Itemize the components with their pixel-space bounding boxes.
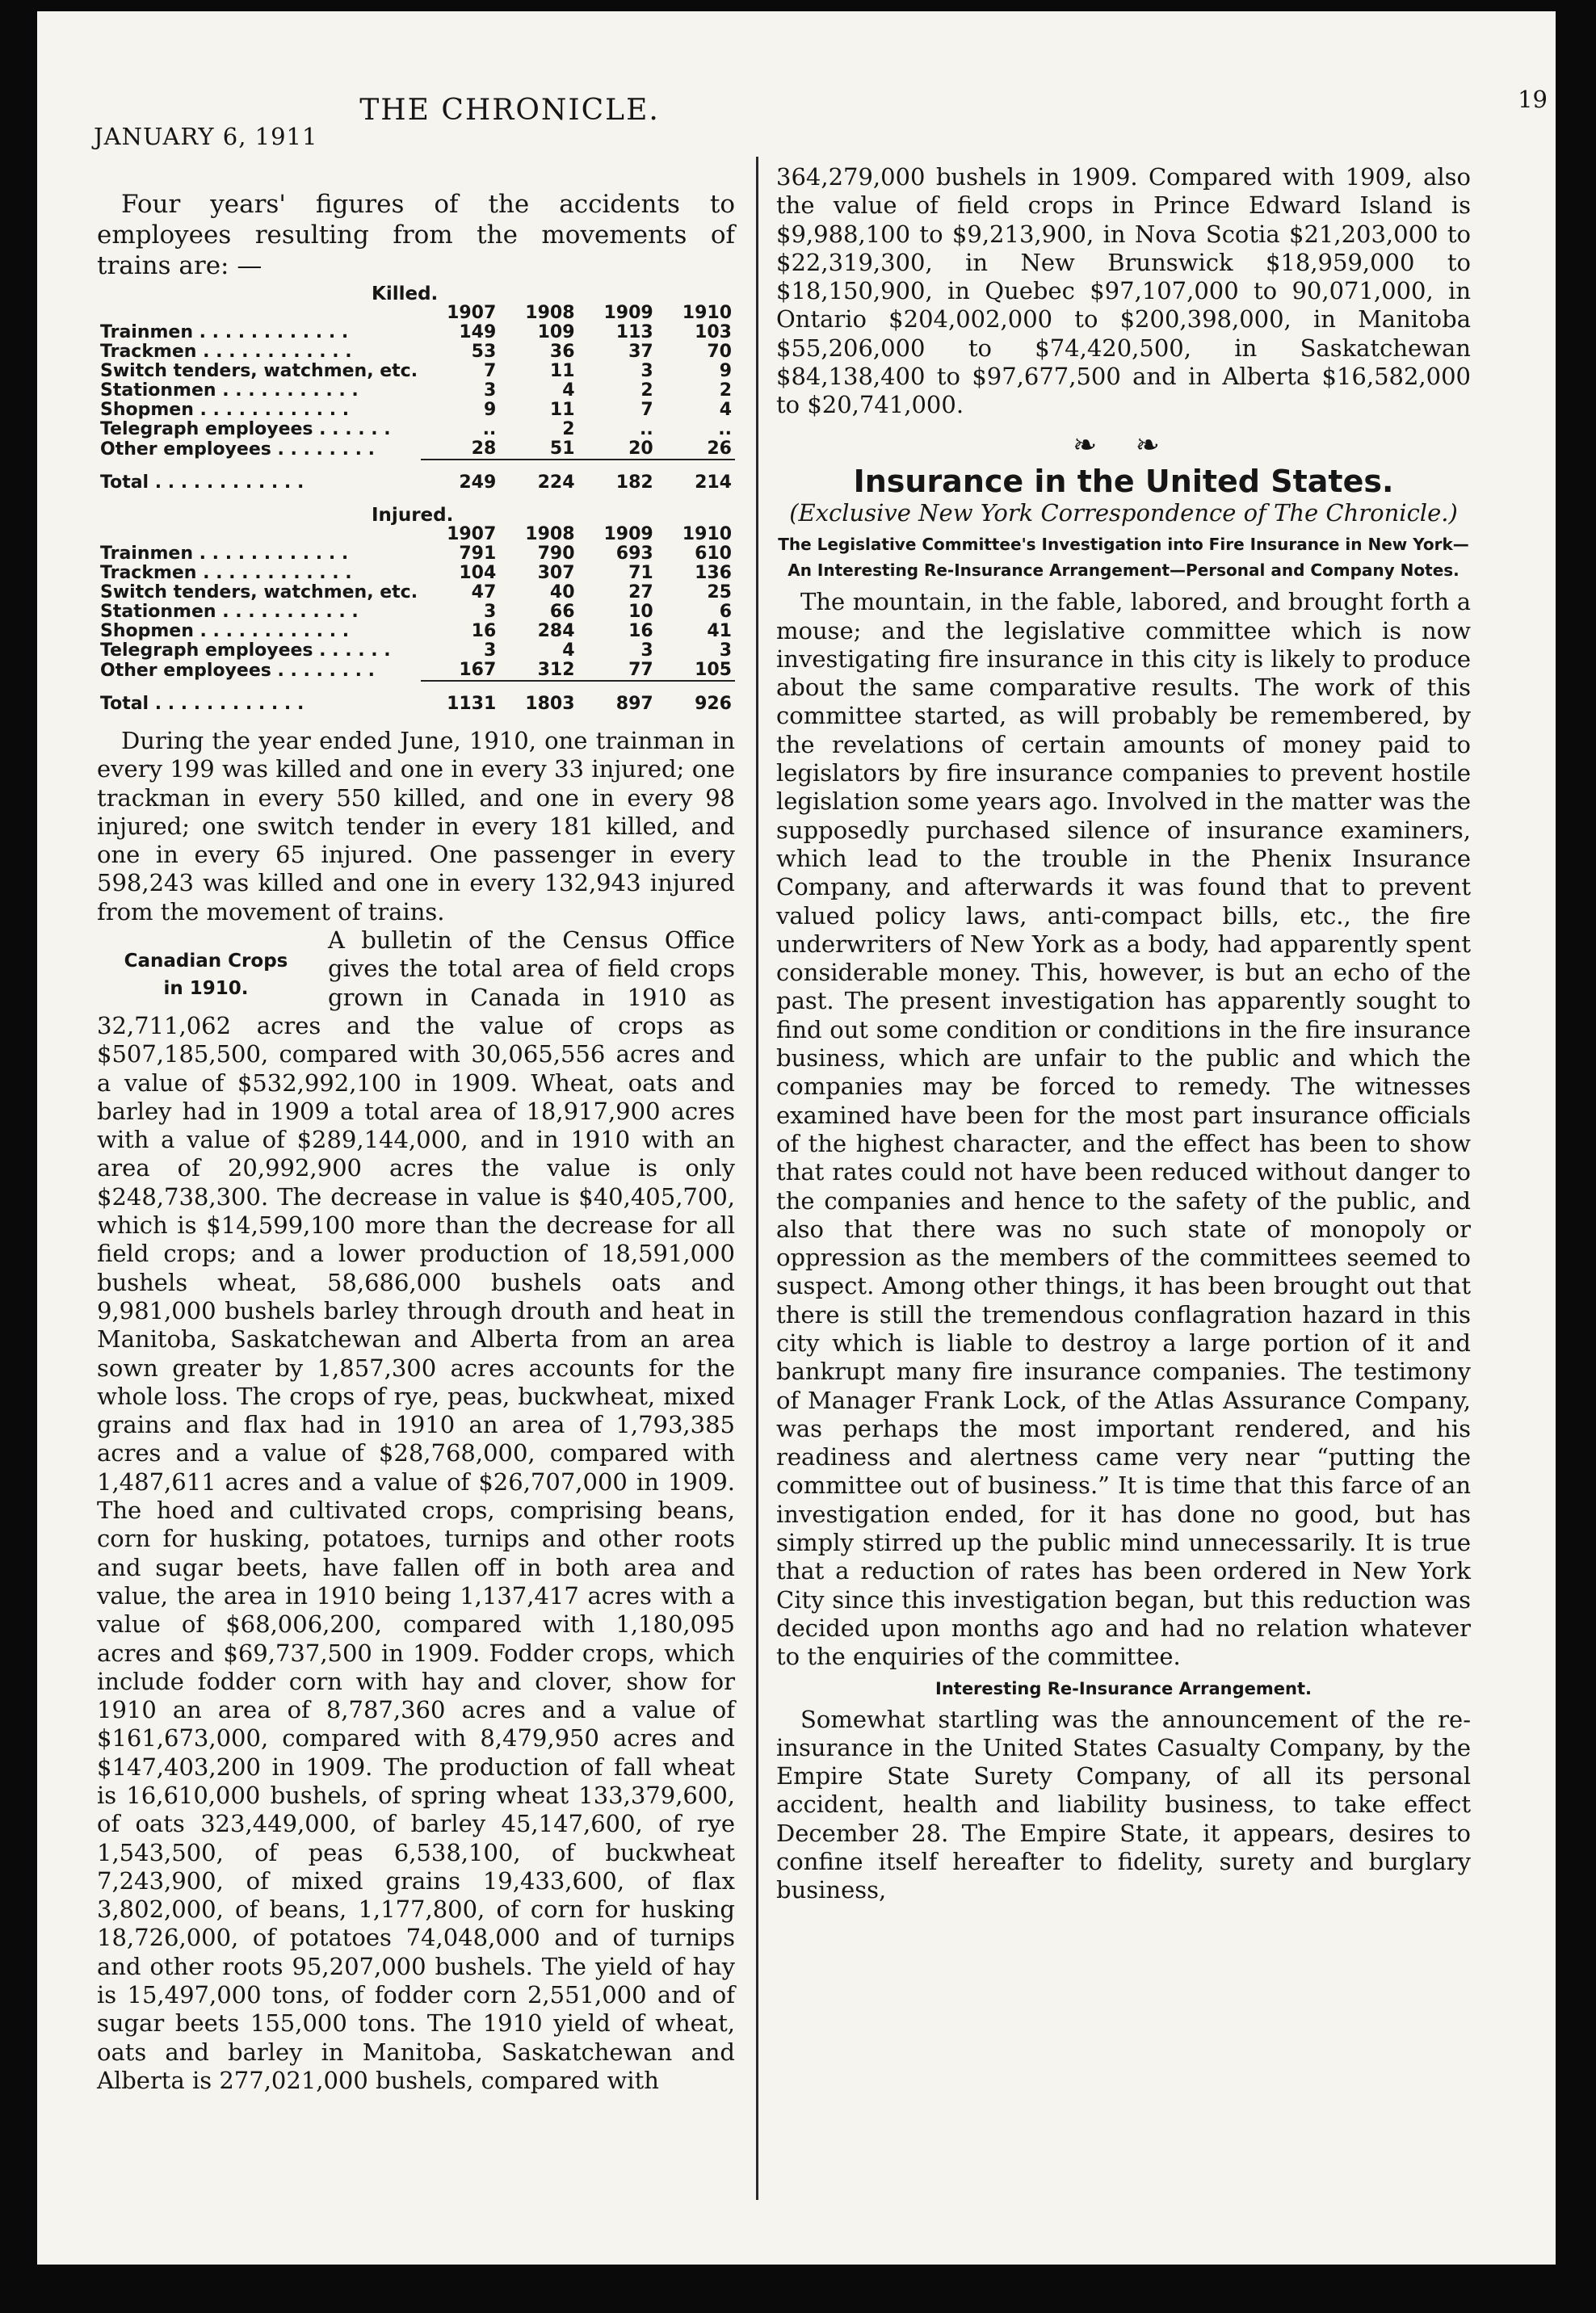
canadian-crops-section [97,926,735,2095]
table-cell: 9 [483,400,497,420]
publication-title: THE CHRONICLE. [359,94,660,127]
table-cell: 2 [719,380,732,401]
table-row [97,661,735,681]
table-cell: 4 [719,400,732,420]
table-cell: 790 [537,544,575,564]
table-cell: 47 [471,582,497,602]
newspaper-page [37,11,1556,2265]
row-label: Switch tenders, watchmen, etc. [100,361,418,381]
killed-table [97,284,735,506]
table-cell: 37 [628,342,653,362]
reinsurance-subhead: Interesting Re-Insurance Arrangement. [935,1678,1312,1698]
table-cell: 25 [707,582,732,602]
table-cell: 71 [628,563,653,583]
table-cell: 4 [562,380,575,401]
row-label: Shopmen . . . . . . . . . . . . [100,621,350,641]
table-cell: 3 [640,640,653,661]
year-cell: 1907 [447,524,497,544]
table-cell: 136 [695,563,732,583]
table-cell: 610 [695,544,732,564]
table-cell: 167 [459,660,497,680]
table-cell: 20 [628,439,653,459]
table-row [97,622,735,641]
table-cell: 66 [549,602,575,622]
table-cell: 113 [615,322,653,342]
table-row [97,420,735,439]
row-label: Shopmen . . . . . . . . . . . . [100,400,350,420]
table-row [97,401,735,420]
table-row [97,342,735,362]
total-cell: 249 [421,460,499,506]
row-label: Stationmen . . . . . . . . . . . [100,602,359,622]
table-cell: 3 [483,602,497,622]
row-label: Telegraph employees . . . . . . [100,640,391,661]
table-cell: 53 [471,342,497,362]
injured-heading: Injured. [372,505,454,526]
killed-rows [97,323,735,460]
table-cell: 3 [640,361,653,381]
column-divider [756,157,758,2200]
total-cell: 1803 [499,681,578,727]
table-cell: 11 [549,400,575,420]
year-cell: 1908 [525,524,575,544]
table-cell: 41 [707,621,732,641]
table-cell: 10 [628,602,653,622]
injured-year-header [97,525,735,544]
table-cell: 2 [562,419,575,439]
table-cell: 105 [695,660,732,680]
right-column [776,163,1471,1905]
year-cell: 1909 [603,524,653,544]
table-cell: 6 [719,602,732,622]
table-cell: 307 [537,563,575,583]
left-column [97,189,735,2095]
issue-date: JANUARY 6, 1911 [94,123,318,150]
year-cell: 1909 [603,303,653,323]
table-cell: 26 [707,439,732,459]
total-cell: 1131 [421,681,499,727]
table-cell: 109 [537,322,575,342]
table-cell: 149 [459,322,497,342]
table-cell: 16 [628,621,653,641]
injured-total-row [97,681,735,727]
table-row [97,362,735,381]
year-cell: 1910 [682,524,732,544]
table-row [97,323,735,342]
table-cell: 7 [483,361,497,381]
table-cell: 693 [615,544,653,564]
canadian-crops-text: A bulletin of the Census Office gives the total area of field crops grown in Canada in 1910 as 32,711,062 acres and the value of crops as $507,185,500, compared with 30,065,556 acres and a value of $532,992,100 in 1909. Wheat, oats and barley had in 1909 a total area of 18,917,900 acres with a value of $289,144,000, and in 1910 with an area of 20,992,900 acres the value is only $248,738,300. The decrease in value is $40,405,700, which is $14,599,100 more than the decrease for all field crops; and a lower production of 18,591,000 bushels wheat, 58,686,000 bushels oats and 9,981,000 bushels barley through drouth and heat in Manitoba, Saskatchewan and Alberta from an area sown greater by 1,857,300 acres accounts for the whole loss. The crops of rye, peas, buckwheat, mixed grains and flax had in 1910 an area of 1,793,385 acres and a value of $28,768,000, compared with 1,487,611 acres and a value of $26,707,000 in 1909. The hoed and cultivated crops, comprising beans, corn for husking, potatoes, turnips and other roots and sugar beets, have fallen off in both area and value, the area in 1910 being 1,137,417 acres with a value of $68,006,200, compared with 1,180,095 acres and $69,737,500 in 1909. Fodder crops, which include fodder corn with hay and clover, show for 1910 an area of 8,787,360 acres and a value of $161,673,000, compared with 8,479,950 acres and $147,403,200 in 1909. The production of fall wheat is 16,610,000 bushels, of spring wheat 133,379,600, of oats 323,449,000, of barley 45,147,600, of rye 1,543,500, of peas 6,538,100, of buckwheat 7,243,900, of mixed grains 19,433,600, of flax 3,802,000, of beans, 1,177,800, of corn for husking 18,726,000, of potatoes 74,048,000 and of turnips and other roots 95,207,000 bushels. The yield of hay is 15,497,000 tons, of fodder corn 2,551,000 and of sugar beets 155,000 tons. The 1910 yield of wheat, oats and barley in Manitoba, Saskatchewan and Alberta is 277,021,000 bushels, compared with [97,926,735,2094]
table-row [97,544,735,564]
table-cell: 312 [537,660,575,680]
total-cell: 926 [657,681,735,727]
scan-border [0,0,37,2313]
table-cell: 4 [562,640,575,661]
table-cell: 11 [549,361,575,381]
table-row [97,564,735,583]
table-cell: 40 [549,582,575,602]
table-cell: 51 [549,439,575,459]
table-cell: 70 [707,342,732,362]
table-cell: 36 [549,342,575,362]
row-label: Other employees . . . . . . . . [100,439,375,460]
killed-total-row [97,460,735,506]
investigation-paragraph: The mountain, in the fable, labored, and brought forth a mouse; and the legislative committee which is now investigating fire insurance in this city is likely to produce about the same comparative results. The work of this committee started, as will probably be remembered, by the revelations of certain amounts of money paid to legislators by fire insurance companies to prevent hostile legislation some years ago. Involved in the matter was the supposedly purchased silence of insurance examiners, which lead to the trouble in the Phenix Insurance Company, and afterwards it was found that to prevent valued policy laws, anti-compact bills, etc., the fire underwriters of New York as a body, had apparently spent considerable money. This, however, is but an echo of the past. The present investigation has apparently sought to find out some condition or conditions in the fire insurance business, which are unfair to the public and which the companies may be forced to remedy. The witnesses examined have been for the most part insurance officials of the highest character, and the effect has been to show that rates could not have been reduced without danger to the companies and hence to the safety of the public, and also that there was no such state of monopoly or oppression as the members of the committees seemed to suspect. Among other things, it has been brought out that there is still the tremendous conflagration hazard in this city which is liable to destroy a large portion of it and bankrupt many fire insurance companies. The testimony of Manager Frank Lock, of the Atlas Assurance Company, was perhaps the most important rendered, and his readiness and alertness came very near “putting the committee out of business.” It is time that this farce of an investigation ended, for it has done no good, but has simply stirred up the public mind unnecessarily. It is true that a reduction of rates has been ordered in New York City since this investigation began, but this reduction was decided upon months ago and had no relation whatever to the enquiries of the committee. [776,588,1471,1671]
total-cell: 897 [578,681,657,727]
total-cell: 224 [499,460,578,506]
row-label: Trainmen . . . . . . . . . . . . [100,322,349,342]
row-label: Trackmen . . . . . . . . . . . . [100,563,352,583]
row-label: Trackmen . . . . . . . . . . . . [100,342,352,362]
table-row [97,641,735,661]
table-cell: 7 [640,400,653,420]
total-cell: 182 [578,460,657,506]
table-cell: .. [482,419,497,439]
reinsurance-paragraph: Somewhat startling was the announcement of the re-insurance in the United States Casualty Company, by the Empire State Surety Company, of all its personal accident, health and liability business, to take effect December 28. The Empire State, it appears, desires to confine itself hereafter to fidelity, surety and burglary business, [776,1705,1471,1904]
article-deck: The Legislative Committee's Investigation into Fire Insurance in New York—An Interesting Re-Insurance Arrangement—Personal and Company Notes. [778,535,1469,581]
row-label: Trainmen . . . . . . . . . . . . [100,544,349,564]
table-cell: 104 [459,563,497,583]
row-label: Other employees . . . . . . . . [100,660,375,681]
table-cell: 9 [719,361,732,381]
year-cell: 1908 [525,303,575,323]
row-label: Switch tenders, watchmen, etc. [100,582,418,602]
table-cell: 3 [483,380,497,401]
table-cell: 2 [640,380,653,401]
table-row [97,602,735,622]
section-ornament: ❧ ❧ [1073,428,1174,462]
table-cell: 3 [719,640,732,661]
total-label: Total . . . . . . . . . . . . [100,693,304,714]
killed-heading: Killed. [372,283,439,304]
table-cell: 791 [459,544,497,564]
row-label: Stationmen . . . . . . . . . . . [100,380,359,401]
page-header [94,86,1548,150]
crops-continuation: 364,279,000 bushels in 1909. Compared with 1909, also the value of field crops in Prince Edward Island is $9,988,100 to $9,213,900, in Nova Scotia $21,203,000 to $22,319,300, in New Brunswick $18,959,000 to $18,150,900, in Quebec $97,107,000 to 90,071,000, in Ontario $204,002,000 to $200,398,000, in Manitoba $55,206,000 to $74,420,500, in Saskatchewan $84,138,400 to $97,677,500 and in Alberta $16,582,000 to $20,741,000. [776,163,1471,419]
table-cell: .. [640,419,653,439]
table-cell: 27 [628,582,653,602]
sidehead-line: Canadian Crops [124,951,288,972]
trainman-paragraph: During the year ended June, 1910, one trainman in every 199 was killed and one in every 33 injured; one trackman in every 550 killed, and one in every 98 injured; one switch tender in every 181 killed, and one in every 65 injured. One passenger in every 598,243 was killed and one in every 132,943 injured from the movement of trains. [97,727,735,926]
canadian-crops-sidehead [97,947,315,1002]
accidents-intro: Four years' figures of the accidents to employees resulting from the movements of trains are: — [97,190,735,280]
row-label: Telegraph employees . . . . . . [100,419,391,439]
total-cell: 214 [657,460,735,506]
article-subtitle: (Exclusive New York Correspondence of The Chronicle.) [789,499,1458,527]
table-cell: .. [718,419,732,439]
page-number: 19 [1518,86,1548,113]
year-cell: 1907 [447,303,497,323]
injured-table [97,506,735,727]
sidehead-line: in 1910. [163,978,249,1000]
table-cell: 28 [471,439,497,459]
table-cell: 3 [483,640,497,661]
injured-rows [97,544,735,681]
table-row [97,583,735,602]
table-cell: 16 [471,621,497,641]
table-cell: 77 [628,660,653,680]
total-label: Total . . . . . . . . . . . . [100,472,304,493]
killed-year-header [97,304,735,323]
table-cell: 103 [695,322,732,342]
table-row [97,381,735,401]
table-row [97,439,735,460]
year-cell: 1910 [682,303,732,323]
article-title: Insurance in the United States. [853,463,1394,499]
table-cell: 284 [537,621,575,641]
